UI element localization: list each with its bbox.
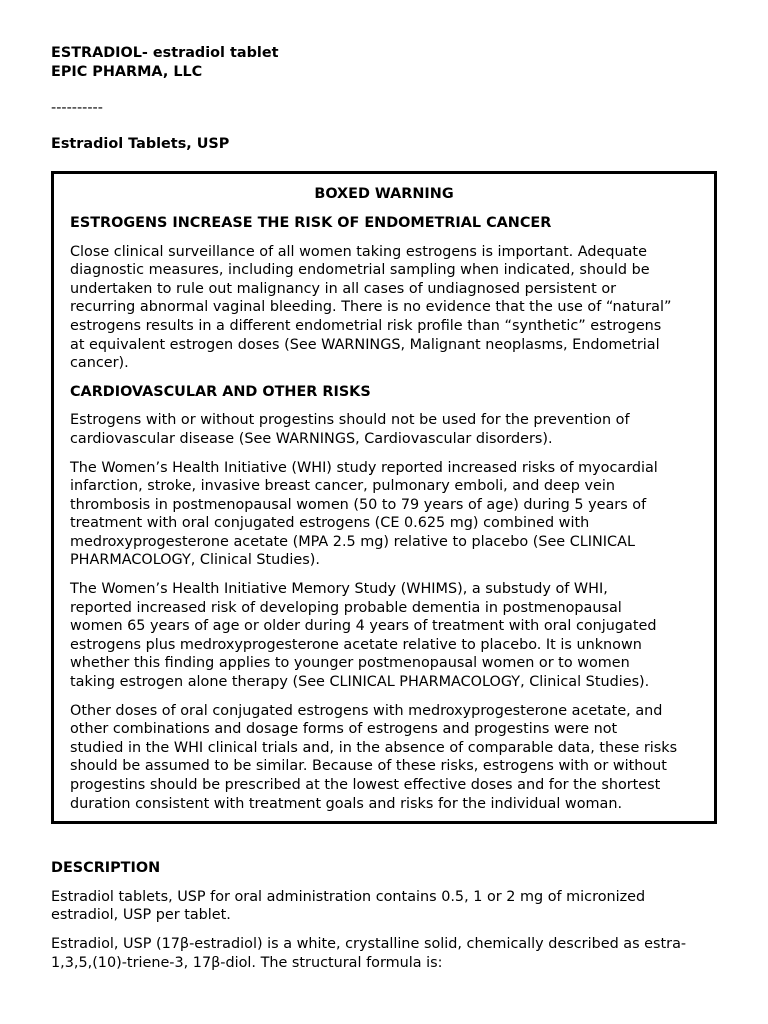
text-line: medroxyprogesterone acetate (MPA 2.5 mg) relative to placebo (See CLINICAL <box>70 533 635 550</box>
product-title: Estradiol Tablets, USP <box>51 135 230 152</box>
text-line: at equivalent estrogen doses (See WARNINGS, Malignant neoplasms, Endometrial <box>70 336 660 353</box>
whims-study-paragraph <box>70 580 698 692</box>
description-paragraph-chemistry <box>51 935 717 972</box>
text-line: PHARMACOLOGY, Clinical Studies). <box>70 552 320 569</box>
text-line: studied in the WHI clinical trials and, in the absence of comparable data, these risks <box>70 739 678 756</box>
text-line: Estradiol tablets, USP for oral administration contains 0.5, 1 or 2 mg of micronized <box>51 888 646 905</box>
text-line: cardiovascular disease (See WARNINGS, Cardiovascular disorders). <box>70 430 553 447</box>
company-name: EPIC PHARMA, LLC <box>51 63 203 80</box>
text-line: other combinations and dosage forms of estrogens and progestins were not <box>70 721 618 738</box>
text-line: infarction, stroke, invasive breast cancer, pulmonary emboli, and deep vein <box>70 478 615 495</box>
text-line: should be assumed to be similar. Because of these risks, estrogens with or without <box>70 758 667 775</box>
text-line: Estradiol, USP (17β-estradiol) is a white, crystalline solid, chemically described as estra- <box>51 935 687 952</box>
description-paragraph-dosage <box>51 888 717 925</box>
text-line: thrombosis in postmenopausal women (50 to 79 years of age) during 5 years of <box>70 496 647 513</box>
endometrial-cancer-heading: ESTROGENS INCREASE THE RISK OF ENDOMETRIAL CANCER <box>70 214 552 231</box>
text-line: estradiol, USP per tablet. <box>51 907 231 924</box>
boxed-warning <box>51 171 717 824</box>
text-line: diagnostic measures, including endometrial sampling when indicated, should be <box>70 262 650 279</box>
text-line: cancer). <box>70 355 129 372</box>
description-section <box>51 859 717 972</box>
text-line: duration consistent with treatment goals and risks for the individual woman. <box>70 795 623 812</box>
text-line: Other doses of oral conjugated estrogens with medroxyprogesterone acetate, and <box>70 702 663 719</box>
text-line: undertaken to rule out malignancy in all cases of undiagnosed persistent or <box>70 280 617 297</box>
text-line: whether this finding applies to younger postmenopausal women or to women <box>70 655 630 672</box>
text-line: The Women’s Health Initiative Memory Study (WHIMS), a substudy of WHI, <box>70 581 608 598</box>
endometrial-cancer-paragraph <box>70 243 698 373</box>
document-header <box>51 0 717 153</box>
whi-study-paragraph <box>70 459 698 571</box>
text-line: taking estrogen alone therapy (See CLINICAL PHARMACOLOGY, Clinical Studies). <box>70 674 650 691</box>
text-line: treatment with oral conjugated estrogens (CE 0.625 mg) combined with <box>70 515 590 532</box>
cardiovascular-risks-heading: CARDIOVASCULAR AND OTHER RISKS <box>70 383 371 400</box>
text-line: reported increased risk of developing probable dementia in postmenopausal <box>70 599 622 616</box>
text-line: women 65 years of age or older during 4 years of treatment with oral conjugated <box>70 618 657 635</box>
cardiovascular-paragraph <box>70 411 698 448</box>
product-line: ESTRADIOL- estradiol tablet <box>51 45 279 61</box>
text-line: estrogens results in a different endometrial risk profile than “synthetic” estrogens <box>70 317 662 334</box>
text-line: Estrogens with or without progestins should not be used for the prevention of <box>70 412 630 429</box>
text-line: The Women’s Health Initiative (WHI) study reported increased risks of myocardial <box>70 459 658 476</box>
description-heading: DESCRIPTION <box>51 860 161 877</box>
separator-line: ---------- <box>51 100 103 117</box>
text-line: progestins should be prescribed at the lowest effective doses and for the shortest <box>70 777 661 793</box>
boxed-warning-title: BOXED WARNING <box>314 186 454 203</box>
text-line: estrogens plus medroxyprogesterone acetate relative to placebo. It is unknown <box>70 636 642 653</box>
other-doses-paragraph <box>70 702 698 814</box>
text-line: recurring abnormal vaginal bleeding. There is no evidence that the use of “natural” <box>70 299 672 316</box>
text-line: Close clinical surveillance of all women taking estrogens is important. Adequate <box>70 243 647 260</box>
text-line: 1,3,5,(10)-triene-3, 17β-diol. The structural formula is: <box>51 954 443 971</box>
